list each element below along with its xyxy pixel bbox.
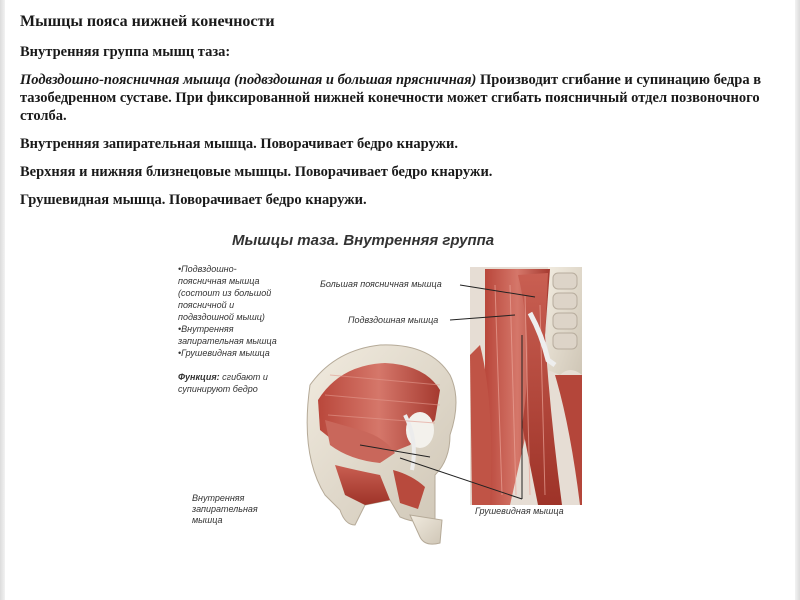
label-obturator-internus-1: Внутренняя	[192, 493, 245, 503]
right-edge-bar	[795, 0, 800, 600]
legend-line: подвздошной мышц)	[178, 312, 265, 322]
legend-line: поясничной и	[178, 300, 235, 310]
label-piriformis: Грушевидная мышца	[475, 506, 564, 516]
function-label: Функция:	[178, 372, 220, 382]
subtitle: Внутренняя группа мышц таза:	[20, 44, 231, 60]
paragraph-iliopsoas	[20, 71, 785, 125]
legend-line: (состоит из большой	[178, 288, 272, 298]
slide-title: Мышцы пояса нижней конечности	[20, 13, 275, 30]
paragraph-obturator: Внутренняя запирательная мышца. Поворачивает бедро кнаружи.	[20, 136, 459, 152]
function-text: сгибают и супинируют бедро	[178, 372, 268, 394]
figure-legend	[178, 263, 303, 395]
slide-text	[20, 12, 785, 219]
paragraph-gemelli: Верхняя и нижняя близнецовые мышцы. Поворачивает бедро кнаружи.	[20, 164, 493, 180]
iliopsoas-description: Производит сгибание и супинацию бедра в тазобедренном суставе. При фиксированной нижней конечности может сгибать поясничный отдел позвоночного столба.	[20, 72, 762, 124]
label-obturator-internus-2: запирательная	[192, 504, 258, 514]
legend-line: •Внутренняя	[178, 324, 234, 334]
legend-line: поясничная мышца	[178, 276, 260, 286]
anatomy-figure	[150, 225, 600, 565]
label-psoas-major: Большая поясничная мышца	[320, 279, 442, 289]
legend-line: •Грушевидная мышца	[178, 348, 270, 358]
legend-function	[178, 371, 303, 395]
legend-line: •Подвздошно-	[178, 264, 237, 274]
label-iliacus: Подвздошная мышца	[348, 315, 439, 325]
paragraph-piriformis: Грушевидная мышца. Поворачивает бедро кнаружи.	[20, 192, 367, 208]
legend-line: запирательная мышца	[178, 336, 277, 346]
anterior-view-illustration	[470, 267, 582, 505]
pelvis-view-illustration	[307, 345, 456, 544]
iliopsoas-name: Подвздошно-поясничная мышца (подвздошная и большая прясничная)	[20, 72, 477, 88]
figure-title: Мышцы таза. Внутренняя группа	[232, 232, 495, 249]
left-edge-bar	[0, 0, 5, 600]
label-obturator-internus-3: мышца	[192, 515, 223, 525]
